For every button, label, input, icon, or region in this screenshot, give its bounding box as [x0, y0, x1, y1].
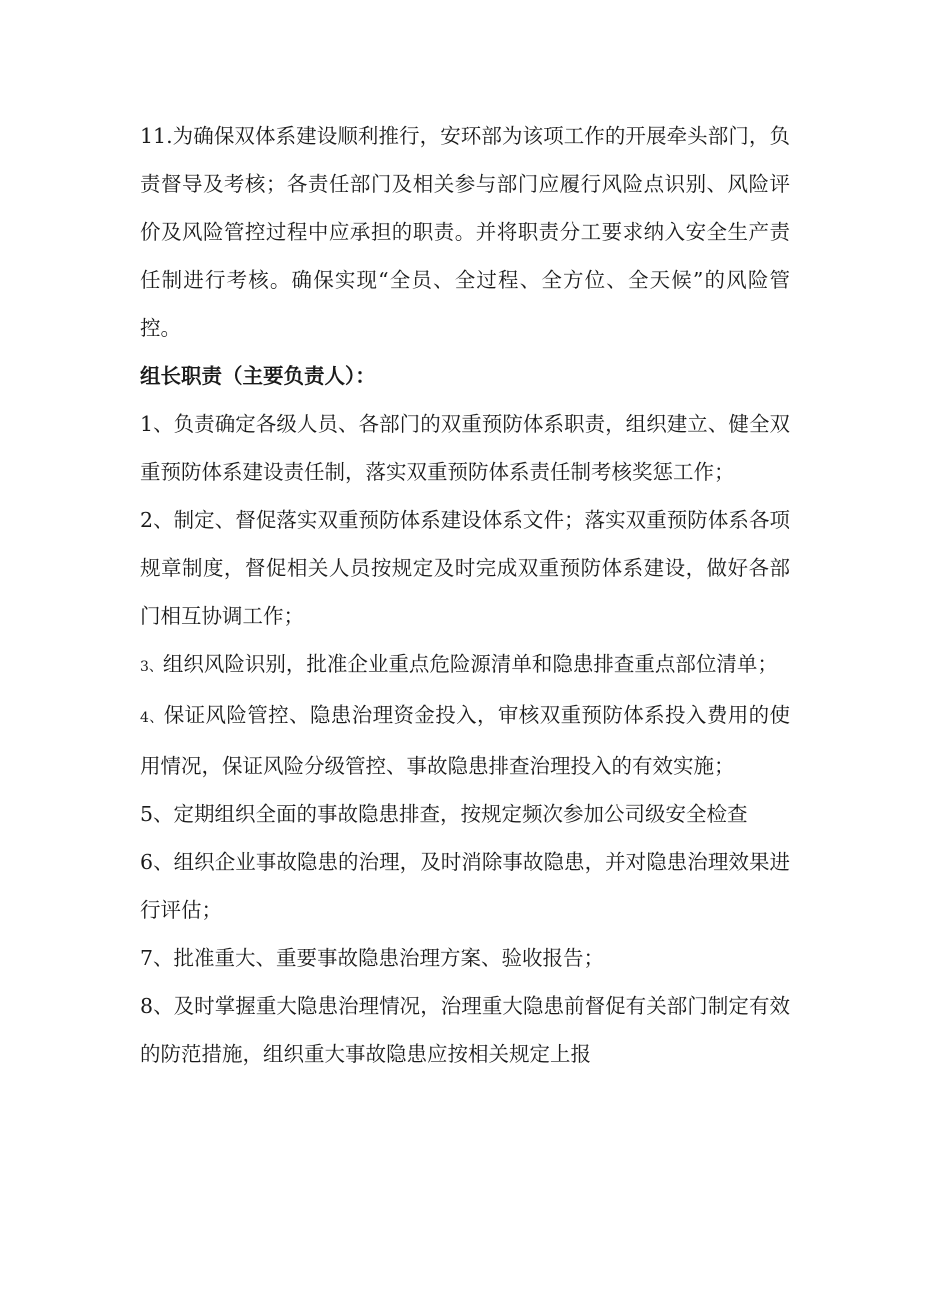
- list-item-prefix: 4、: [140, 710, 164, 726]
- list-item-1: [140, 400, 790, 496]
- list-item-text: 组织企业事故隐患的治理，及时消除事故隐患，并对隐患治理效果进行评估；: [140, 850, 790, 922]
- list-item-text: 制定、督促落实双重预防体系建设体系文件；落实双重预防体系各项规章制度，督促相关人员按规定及时完成双重预防体系建设，做好各部门相互协调工作；: [140, 508, 790, 628]
- list-item-2: [140, 496, 790, 640]
- intro-paragraph: 11.为确保双体系建设顺利推行，安环部为该项工作的开展牵头部门，负责督导及考核；各责任部门及相关参与部门应履行风险点识别、风险评价及风险管控过程中应承担的职责。并将职责分工要求纳入安全生产责任制进行考核。确保实现“全员、全过程、全方位、全天候”的风险管控。: [140, 124, 790, 340]
- list-item-8: [140, 982, 790, 1078]
- list-item-prefix: 3、: [140, 659, 163, 675]
- list-item-prefix: 1、: [140, 412, 174, 436]
- list-item-5: [140, 790, 790, 838]
- list-item-prefix: 2、: [140, 508, 174, 532]
- list-item-text: 组织风险识别，批准企业重点危险源清单和隐患排查重点部位清单；: [162, 652, 778, 676]
- section-heading: 组长职责（主要负责人）：: [140, 364, 376, 388]
- list-item-7: [140, 934, 790, 982]
- document-body: [140, 112, 790, 1078]
- list-item-text: 及时掌握重大隐患治理情况，治理重大隐患前督促有关部门制定有效的防范措施，组织重大事故隐患应按相关规定上报: [140, 994, 790, 1066]
- list-item-6: [140, 838, 790, 934]
- list-item-text: 批准重大、重要事故隐患治理方案、验收报告；: [173, 946, 605, 970]
- list-item-prefix: 5、: [140, 802, 174, 826]
- list-item-text: 负责确定各级人员、各部门的双重预防体系职责，组织建立、健全双重预防体系建设责任制，落实双重预防体系责任制考核奖惩工作；: [140, 412, 790, 484]
- list-item-text: 定期组织全面的事故隐患排查，按规定频次参加公司级安全检查: [173, 802, 748, 826]
- list-item-3: [140, 640, 790, 691]
- list-item-prefix: 7、: [140, 946, 174, 970]
- list-item-4: [140, 691, 790, 790]
- list-item-prefix: 8、: [140, 994, 174, 1018]
- list-item-text: 保证风险管控、隐患治理资金投入，审核双重预防体系投入费用的使用情况，保证风险分级管控、事故隐患排查治理投入的有效实施；: [140, 703, 790, 778]
- list-item-prefix: 6、: [140, 850, 174, 874]
